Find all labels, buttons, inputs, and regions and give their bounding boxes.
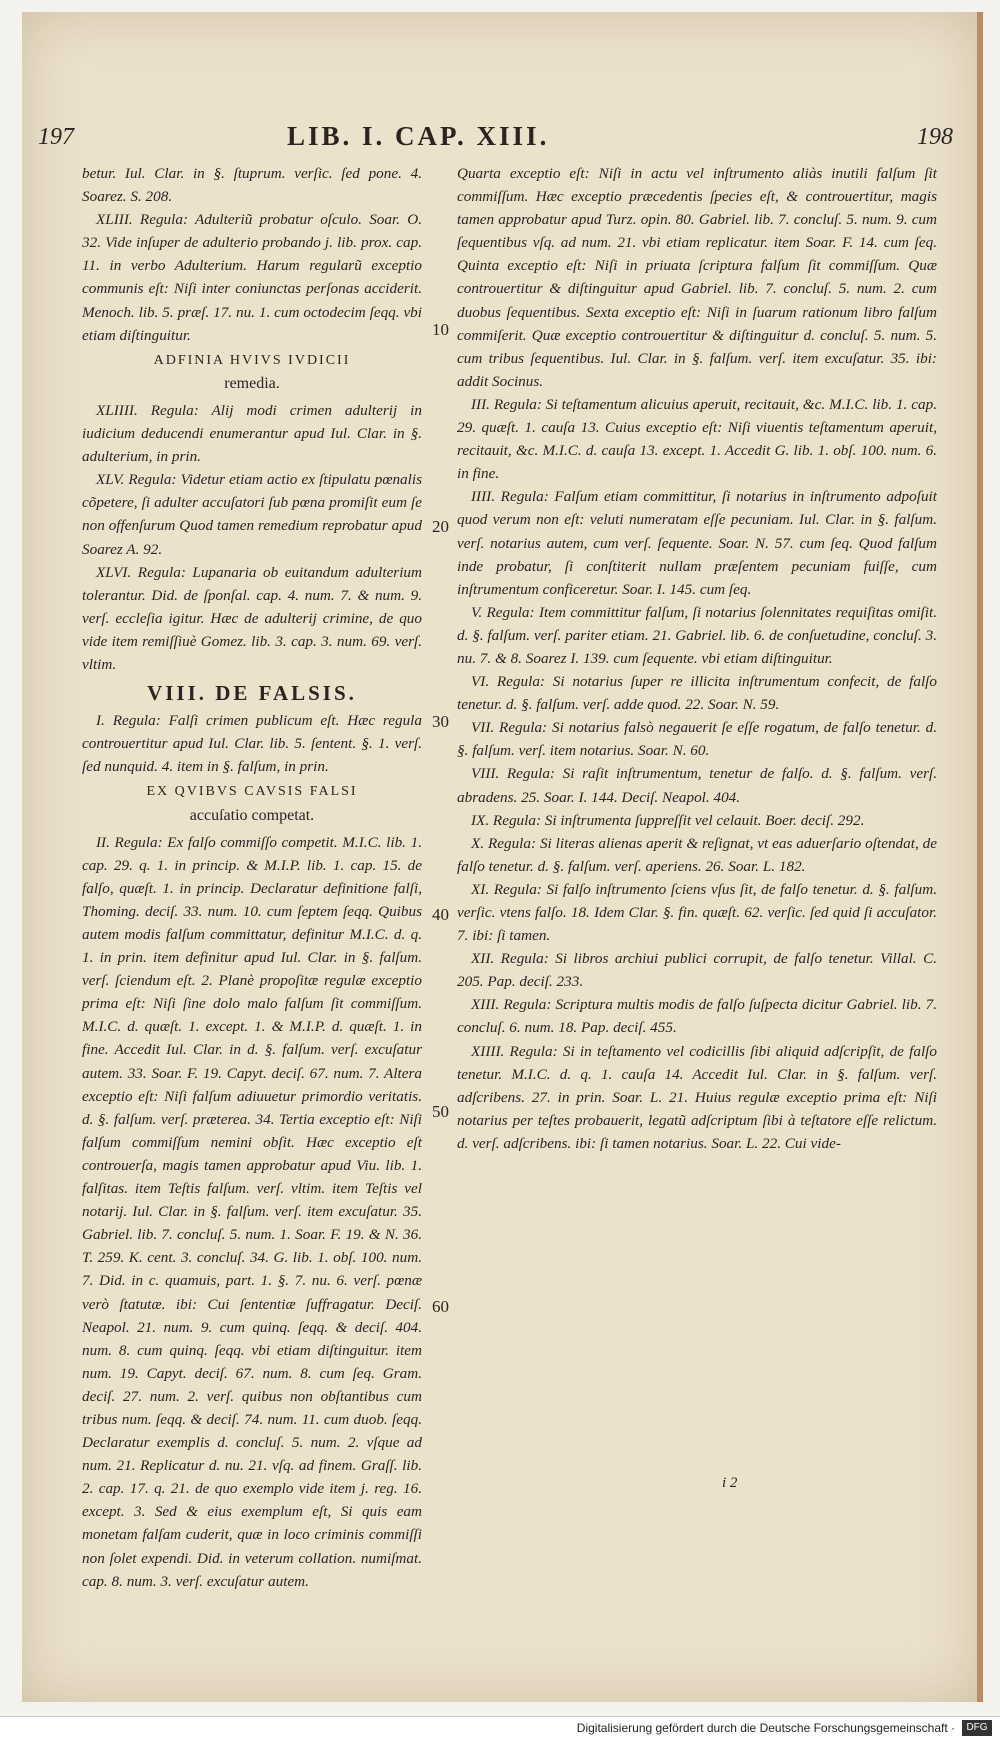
line-number: 40: [432, 905, 449, 924]
paragraph: IX. Regula: Si inſtrumenta ſuppreſſit vel celauit. Boer. deciſ. 292.: [471, 811, 865, 829]
folio-left: 197: [38, 124, 74, 150]
paragraph: XI. Regula: Si falſo inſtrumento ſciens vſus ſit, de falſo tenetur. d. §. falſum. verſic. vtens falſo. 18. Idem Clar. §. fin. quæſt. 62. verſic. ſed quid ſi accuſator. 7. ibi: ſi tamen.: [457, 880, 937, 945]
right-column: [457, 162, 937, 1155]
line-number: 10: [432, 320, 449, 339]
left-column: [82, 162, 422, 1593]
line-number: 20: [432, 517, 449, 536]
paragraph: IIII. Regula: Falſum etiam committitur, ſi notarius in inſtrumento adpoſuit quod verum non eſt: veluti numeratam eſſe pecuniam. Iul. Clar. in §. falſum. verſ. notarius autem, cum verſ. ſequente. Soar. N. 57. cum ſeq. Quod falſum inde probatur, ſi conſtiterit nullam præſentem pecuniam fuiſſe, cum inſtrumentum conficeretur. Soar. I. 145. cum ſeq.: [457, 488, 937, 598]
paragraph: X. Regula: Si literas alienas aperit & reſignat, vt eas aduerſario oſtendat, de falſo tenetur. d. §. falſum. verſ. aperiens. 26. Soar. L. 182.: [457, 834, 937, 875]
footer-credit: Digitalisierung gefördert durch die Deutsche Forschungsgemeinschaft ·: [576, 1721, 955, 1735]
paragraph: V. Regula: Item committitur falſum, ſi notarius ſolennitates requiſitas omiſit. d. §. falſum. verſ. pariter etiam. 21. Gabriel. lib. 6. de conſuetudine, concluſ. 3. nu. 7. & 8. Soarez I. 139. cum ſequente. vbi etiam diſtinguitur.: [457, 603, 937, 667]
folio-right: 198: [917, 124, 953, 150]
section-heading: VIII. DE FALSIS.: [147, 681, 357, 706]
running-head: [22, 121, 977, 158]
paragraph: I. Regula: Falſi crimen publicum eſt. Hæc regula controuertitur apud Iul. Clar. lib. 5. ſentent. §. 1. verſ. ſed nunquid. 4. item in §. falſum, in prin.: [82, 712, 422, 776]
paragraph: XLVI. Regula: Lupanaria ob euitandum adulterium tolerantur. Did. de ſponſal. cap. 4. num. 7. & num. 9. verſ. eccleſia igitur. Hæc de adulterij crimine, de quo vide item remiſſiuè Gomez. lib. 3. cap. 3. num. 69. verſ. vltim.: [82, 563, 422, 673]
paragraph: Quarta exceptio eſt: Niſi in actu vel inſtrumento aliàs inutili falſum ſit commiſſum. Hæc exceptio præcedentis ſpecies eſt, & controuertitur, magis tamen approbatur apud Turz. opin. 80. Gabriel. lib. 7. concluſ. 5. num. 9. cum ſequentibus vſq. ad num. 21. vbi etiam replicatur. item Soar. F. 14. cum ſeq. Quinta exceptio eſt: Niſi in priuata ſcriptura falſum ſit commiſſum. Quæ controuertitur & diſtinguitur apud Gabriel. lib. 7. concluſ. 5. num. 2. cum duobus ſequentibus. Sexta exceptio eſt: Niſi in ſuarum rationum libro falſum commiſerit. Quæ exceptio controuertitur & diſtinguitur d. concluſ. 5. num. 5. cum tribus ſequentibus. Iul. Clar. in §. falſum. verſ. item excuſatur. 35. ibi: addit Socinus.: [457, 165, 937, 390]
page-edge: [977, 12, 983, 1702]
line-number: 50: [432, 1102, 449, 1121]
paragraph: XLV. Regula: Videtur etiam actio ex ſtipulatu pœnalis cõpetere, ſi adulter accuſatori ſub pœna promiſit eum ſe non offenſurum Quod tamen remedium reprobatur apud Soarez A. 92.: [82, 471, 422, 558]
section-subheading: ADFINIA HVIVS IVDICII: [153, 352, 351, 368]
book-page: [22, 12, 979, 1702]
line-number: 30: [432, 712, 449, 731]
digitization-footer: [0, 1716, 1000, 1742]
section-subheading-line: remedia.: [224, 374, 280, 392]
paragraph: XLIIII. Regula: Alij modi crimen adulterij in iudicium deducendi enumerantur apud Iul. Clar. in §. adulterium, in prin.: [82, 401, 422, 466]
paragraph: II. Regula: Ex falſo commiſſo competit. M.I.C. lib. 1. cap. 29. q. 1. in princip. & M.I.P. lib. 1. cap. 15. de falſo, quæſt. 1. in princip. Declaratur definitione falſi, Thoming. deciſ. 33. num. 10. cum ſeptem ſeqq. Quibus autem modis falſum committatur, definitur M.I.C. d. q. 1. in prin. item definitur apud Iul. Clar. in §. falſum. verſ. ſciendum eſt. 2. Planè propoſitæ regulæ exceptio prima eſt: Niſi ſine dolo malo falſum ſit commiſſum. M.I.C. d. quæſt. 1. except. 1. & M.I.P. d. quæſt. 1. in fine. Accedit Iul. Clar. in d. §. falſum. verſ. excuſatur autem. 33. Soar. F. 19. Capyt. deciſ. 67. num. 7. Altera exceptio eſt: Niſi falſum adiuuetur primordio veritatis. d. §. falſum. verſ. præterea. 34. Tertia exceptio eſt: Niſi falſum commiſſum nemini obſit. Hæc exceptio eſt controuerſa, magis tamen approbatur apud Viu. lib. 1. falſitas. item Teſtis falſum. verſ. vltim. item Teſtis vel notarij. Iul. Clar. in §. falſum. verſ. item excuſatur. 35. Gabriel. lib. 7. concluſ. 5. num. 1. Soar. F. 19. & N. 36. T. 259. K. cent. 3. concluſ. 34. G. lib. 1. obſ. 100. num. 7. Did. in c. quamuis, part. 1. §. 7. nu. 6. verſ. pœnæ verò ſtatutæ. ibi: Cui ſententiæ ſuffragatur. Deciſ. Neapol. 21. num. 9. cum quinq. ſeqq. & deciſ. 404. num. 8. cum quinq. ſeqq. vbi etiam diſtinguitur. item num. 19. Capyt. deciſ. 67. num. 8. cum ſeq. Gram. deciſ. 27. num. 2. verſ. quibus non obſtantibus cum tribus num. ſeqq. & deciſ. 74. num. 11. cum duob. ſeqq. Declaratur exemplis d. concluſ. 5. num. 2. vſque ad num. 21. Replicatur d. nu. 21. vſq. ad finem. Graſſ. lib. 2. cap. 17. q. 21. de quo exemplo vide item j. reg. 16. except. 3. Sed & eius exemplum eſt, Si quis eam monetam falſam cuderit, quæ in loco criminis commiſſi non ſolet expendi. Did. in veterum collation. numiſmat. cap. 8. num. 3. verſ. excuſatur autem.: [82, 833, 422, 1590]
signature-mark: i 2: [722, 1475, 738, 1491]
line-number: 60: [432, 1297, 449, 1316]
chapter-title: LIB. I. CAP. XIII.: [287, 121, 550, 151]
paragraph: XII. Regula: Si libros archiui publici corrupit, de falſo tenetur. Villal. C. 205. Pap. deciſ. 233.: [457, 950, 937, 991]
paragraph: betur. Iul. Clar. in §. ſtuprum. verſic. ſed pone. 4. Soarez. S. 208.: [82, 165, 422, 206]
paragraph: XIIII. Regula: Si in teſtamento vel codicillis ſibi aliquid adſcripſit, de falſo tenetur. M.I.C. d. q. 1. cauſa 14. Accedit Iul. Clar. in §. falſum. verſ. adſcribens. 27. in prin. Soar. L. 21. Huius regulæ exceptio prima eſt: Niſi notarius per teſtes probauerit, legatũ adſcriptum ſibi à teſtatore eſſe relictum. d. verſ. adſcribens. ibi: ſi tamen notarius. Soar. L. 22. Cui vide-: [457, 1042, 937, 1152]
paragraph: XLIII. Regula: Adulteriũ probatur oſculo. Soar. O. 32. Vide inſuper de adulterio probando j. lib. prox. cap. 11. in verbo Adulterium. Harum regularũ exceptio communis eſt: Niſi inter coniunctas perſonas acciderit. Menoch. lib. 5. præſ. 17. nu. 1. cum octodecim ſeqq. vbi etiam diſtinguitur.: [82, 211, 422, 344]
paragraph: XIII. Regula: Scriptura multis modis de falſo ſuſpecta dicitur Gabriel. lib. 7. concluſ. 6. num. 18. Pap. deciſ. 455.: [457, 996, 937, 1037]
dfg-logo: DFG: [962, 1720, 992, 1736]
paragraph: VIII. Regula: Si raſit inſtrumentum, tenetur de falſo. d. §. falſum. verſ. abradens. 25. Soar. I. 144. Deciſ. Neapol. 404.: [457, 765, 937, 806]
paragraph: VI. Regula: Si notarius ſuper re illicita inſtrumentum confecit, de falſo tenetur. d. §. falſum. verſ. adde quod. 22. Soar. N. 59.: [457, 673, 937, 714]
paragraph: VII. Regula: Si notarius falsò negauerit ſe eſſe rogatum, de falſo tenetur. d. §. falſum. verſ. item notarius. Soar. N. 60.: [457, 719, 937, 760]
paragraph: III. Regula: Si teſtamentum alicuius aperuit, recitauit, &c. M.I.C. lib. 1. cap. 29. quæſt. 1. cauſa 13. Cuius exceptio eſt: Niſi viuentis teſtamentum aperuit, recitauit, &c. M.I.C. d. cauſa 13. except. 1. Accedit G. lib. 1. obſ. 100. num. 6. in fine.: [457, 395, 937, 483]
section-subheading-line: accuſatio competat.: [189, 806, 315, 824]
section-subheading: EX QVIBVS CAVSIS FALSI: [146, 784, 358, 800]
